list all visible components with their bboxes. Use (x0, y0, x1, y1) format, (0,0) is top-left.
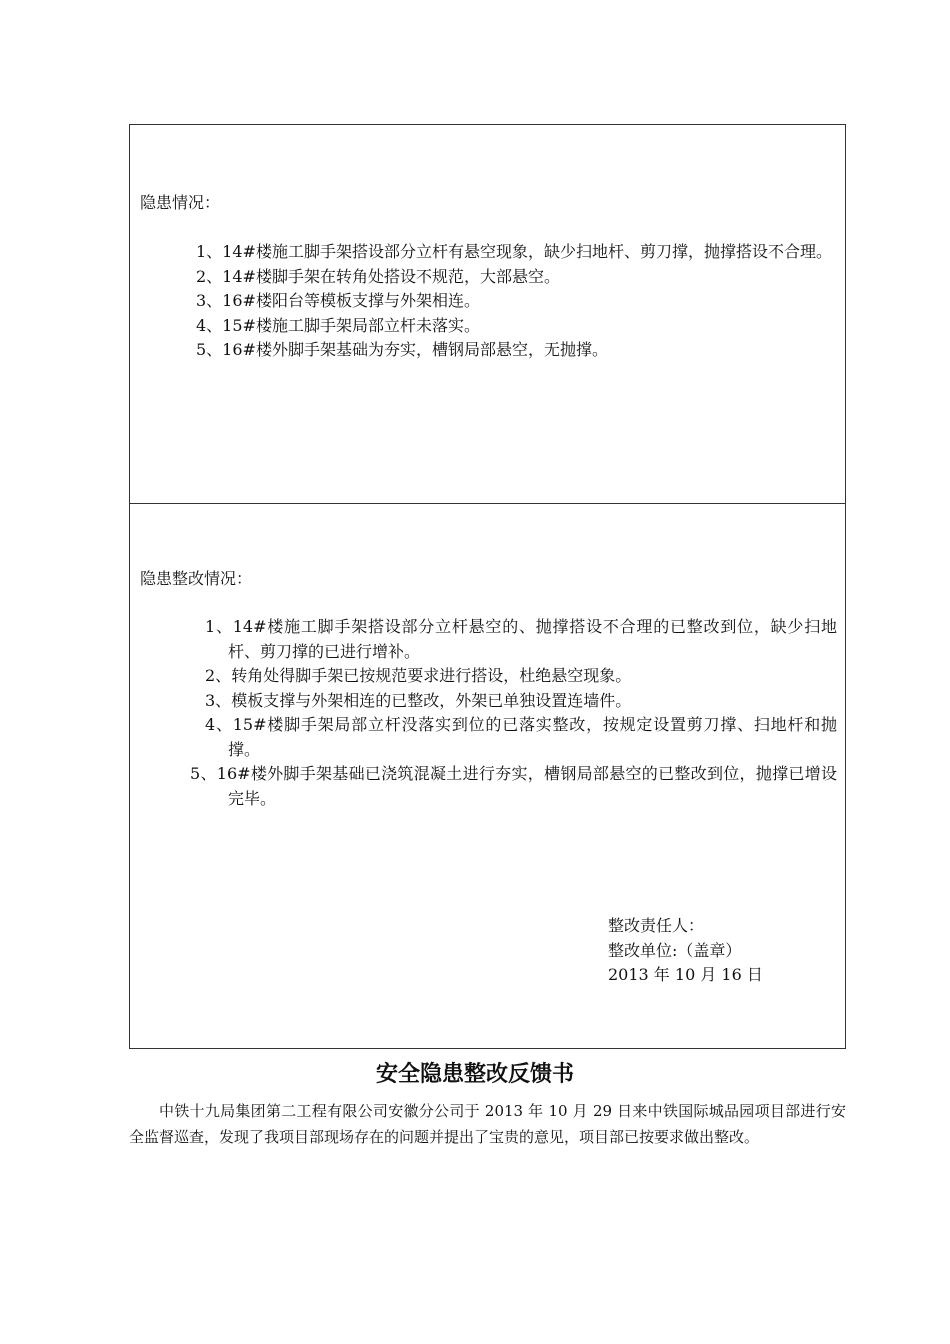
rectification-item-text: 15#楼脚手架局部立杆没落实到位的已落实整改，按规定设置剪刀撑、扫地杆和抛撑。 (228, 715, 837, 759)
hazard-item: 5、16#楼外脚手架基础为夯实，槽钢局部悬空，无抛撑。 (196, 340, 608, 359)
hazard-item: 1、14#楼施工脚手架搭设部分立杆有悬空现象，缺少扫地杆、剪刀撑，抛撑搭设不合理。 (196, 242, 832, 261)
document-title: 安全隐患整改反馈书 (375, 1061, 574, 1087)
rectification-item (190, 713, 837, 762)
intro-paragraph: 中铁十九局集团第二工程有限公司安徽分公司于 2013 年 10 月 29 日来中铁国际城品园项目部进行安全监督巡查，发现了我项目部现场存在的问题并提出了宝贵的意见，项目部已按要求做出整改。 (129, 1102, 846, 1146)
rectification-unit-label: 整改单位:（盖章） (608, 940, 742, 960)
rectification-item (190, 615, 837, 664)
rectification-item-number: 4、 (205, 715, 233, 734)
hazard-item: 3、16#楼阳台等模板支撑与外架相连。 (196, 291, 480, 310)
signature-date: 2013 年 10 月 16 日 (608, 965, 763, 984)
rectification-item (190, 664, 837, 689)
rectification-item-text: 转角处得脚手架已按规范要求进行搭设，杜绝悬空现象。 (231, 666, 632, 685)
hazard-item: 4、15#楼施工脚手架局部立杆未落实。 (196, 315, 480, 335)
rectification-item-number: 5、 (190, 764, 217, 783)
rectification-item-text: 模板支撑与外架相连的已整改，外架已单独设置连墙件。 (231, 690, 632, 710)
rectification-item-text: 16#楼外脚手架基础已浇筑混凝土进行夯实，槽钢局部悬空的已整改到位，抛撑已增设完毕。 (216, 764, 837, 808)
rectification-item (190, 762, 837, 811)
rectification-item-text: 14#楼施工脚手架搭设部分立杆悬空的、抛撑搭设不合理的已整改到位，缺少扫地杆、剪刀撑的已进行增补。 (228, 617, 837, 661)
rectification-item-number: 3、 (205, 690, 232, 710)
rectification-item (190, 689, 837, 714)
hazard-list (196, 240, 837, 363)
responsible-person-label: 整改责任人： (608, 916, 705, 935)
rectification-item-number: 2、 (205, 666, 232, 685)
hazard-section (129, 124, 846, 504)
rectification-item-number: 1、 (205, 617, 233, 636)
hazard-section-title: 隐患情况： (140, 193, 221, 212)
rectification-list (190, 615, 837, 811)
rectification-section (129, 503, 846, 1049)
hazard-item: 2、14#楼脚手架在转角处搭设不规范，大部悬空。 (196, 266, 560, 286)
rectification-section-title: 隐患整改情况： (140, 569, 253, 588)
signature-block (608, 914, 763, 988)
